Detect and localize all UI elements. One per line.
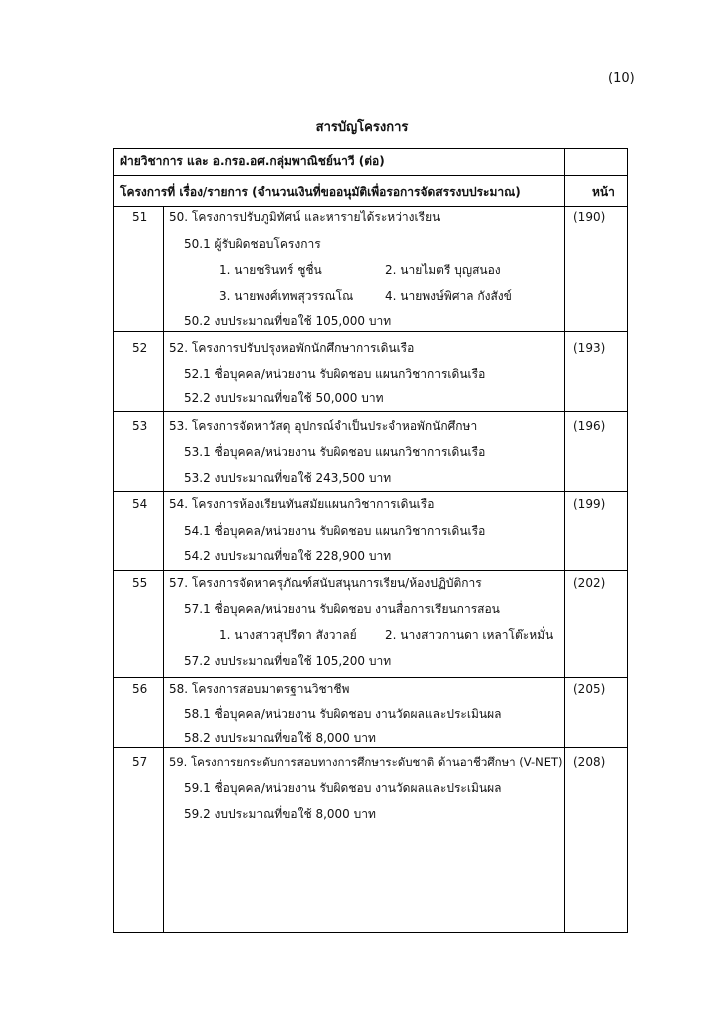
column-header-page: หน้า: [592, 185, 615, 199]
project-title: 58. โครงการสอบมาตรฐานวิชาชีพ: [169, 682, 350, 696]
project-title: 50. โครงการปรับภูมิทัศน์ และหารายได้ระหว่างเรียน: [169, 210, 441, 224]
project-title: 52. โครงการปรับปรุงหอพักนักศึกษาการเดินเรือ: [169, 341, 415, 355]
row-number: 51: [132, 210, 148, 224]
table-rule: [564, 149, 565, 932]
page-ref: (196): [573, 419, 606, 433]
budget-line: 54.2 งบประมาณที่ขอใช้ 228,900 บาท: [184, 549, 392, 563]
table-rule: [114, 677, 627, 678]
responsible-line: 59.1 ชื่อบุคคล/หน่วยงาน รับผิดชอบ งานวัดผลและประเมินผล: [184, 781, 502, 795]
row-number: 56: [132, 682, 148, 696]
page-ref: (202): [573, 576, 606, 590]
responsible-line: 52.1 ชื่อบุคคล/หน่วยงาน รับผิดชอบ แผนกวิชาการเดินเรือ: [184, 367, 486, 381]
row-number: 52: [132, 341, 148, 355]
person-name: 2. นางสาวกานดา เหลาโต๊ะหมั่น: [385, 628, 554, 642]
responsible-line: 54.1 ชื่อบุคคล/หน่วยงาน รับผิดชอบ แผนกวิชาการเดินเรือ: [184, 524, 486, 538]
project-title: 53. โครงการจัดหาวัสดุ อุปกรณ์จำเป็นประจำหอพักนักศึกษา: [169, 419, 478, 433]
table-rule: [114, 491, 627, 492]
section-header: ฝ่ายวิชาการ และ อ.กรอ.อศ.กลุ่มพาณิชย์นาวี (ต่อ): [120, 154, 385, 168]
responsible-line: 50.1 ผู้รับผิดชอบโครงการ: [184, 237, 321, 251]
page-ref: (205): [573, 682, 606, 696]
page-ref: (208): [573, 755, 606, 769]
project-index-table: [113, 148, 628, 933]
page-ref: (199): [573, 497, 606, 511]
budget-line: 57.2 งบประมาณที่ขอใช้ 105,200 บาท: [184, 654, 392, 668]
budget-line: 59.2 งบประมาณที่ขอใช้ 8,000 บาท: [184, 807, 376, 821]
budget-line: 50.2 งบประมาณที่ขอใช้ 105,000 บาท: [184, 314, 392, 328]
person-name: 3. นายพงศ์เทพสุวรรณโณ: [219, 289, 354, 303]
project-title: 57. โครงการจัดหาครุภัณฑ์สนับสนุนการเรียน/ห้องปฏิบัติการ: [169, 576, 482, 590]
table-rule: [114, 411, 627, 412]
page-ref: (190): [573, 210, 606, 224]
responsible-line: 57.1 ชื่อบุคคล/หน่วยงาน รับผิดชอบ งานสื่อการเรียนการสอน: [184, 602, 500, 616]
table-rule: [114, 175, 627, 176]
column-header-title: โครงการที่ เรื่อง/รายการ (จำนวนเงินที่ขออนุมัติเพื่อรอการจัดสรรงบประมาณ): [120, 185, 521, 199]
project-title: 59. โครงการยกระดับการสอบทางการศึกษาระดับชาติ ด้านอาชีวศึกษา (V-NET): [169, 755, 563, 769]
row-number: 53: [132, 419, 148, 433]
budget-line: 53.2 งบประมาณที่ขอใช้ 243,500 บาท: [184, 471, 392, 485]
person-name: 1. นางสาวสุปรีดา สังวาลย์: [219, 628, 357, 642]
responsible-line: 58.1 ชื่อบุคคล/หน่วยงาน รับผิดชอบ งานวัดผลและประเมินผล: [184, 707, 502, 721]
row-number: 57: [132, 755, 148, 769]
table-rule: [114, 331, 627, 332]
table-rule: [114, 747, 627, 748]
responsible-line: 53.1 ชื่อบุคคล/หน่วยงาน รับผิดชอบ แผนกวิชาการเดินเรือ: [184, 445, 486, 459]
page-title: สารบัญโครงการ: [315, 120, 409, 135]
table-rule: [114, 570, 627, 571]
table-rule: [114, 206, 627, 207]
project-title: 54. โครงการห้องเรียนทันสมัยแผนกวิชาการเดินเรือ: [169, 497, 435, 511]
page-number: (10): [608, 71, 635, 86]
row-number: 55: [132, 576, 148, 590]
budget-line: 58.2 งบประมาณที่ขอใช้ 8,000 บาท: [184, 731, 376, 745]
budget-line: 52.2 งบประมาณที่ขอใช้ 50,000 บาท: [184, 391, 384, 405]
page-ref: (193): [573, 341, 606, 355]
person-name: 2. นายไมตรี บุญสนอง: [385, 263, 501, 277]
table-rule: [163, 206, 164, 932]
person-name: 1. นายชรินทร์ ชูชื่น: [219, 263, 322, 277]
row-number: 54: [132, 497, 148, 511]
person-name: 4. นายพงษ์พิศาล กังสังข์: [385, 289, 512, 303]
